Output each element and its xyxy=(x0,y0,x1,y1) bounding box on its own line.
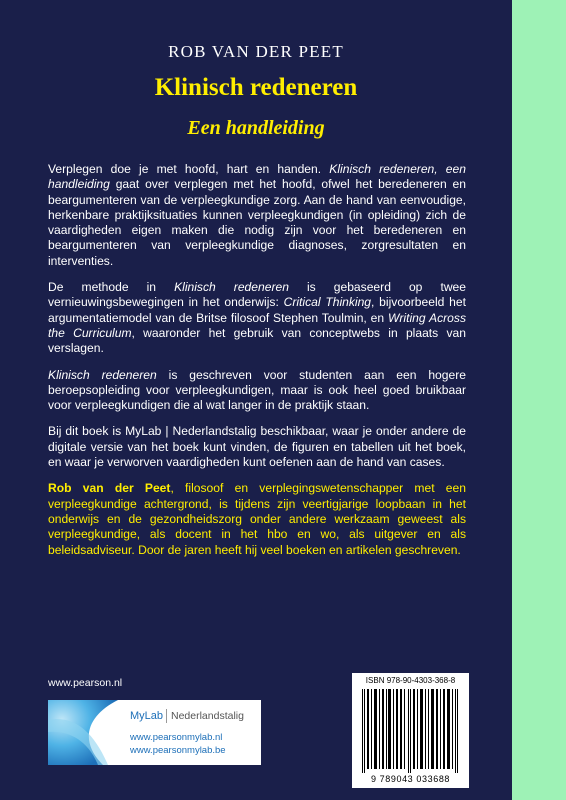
blurb-paragraph-4: Bij dit boek is MyLab | Nederlandstalig beschikbaar, waar je onder andere de digitale versie van het boek kunt vinden, de figuren en tabellen uit het boek, en waar je verworven vaardigheden kunt oefenen aan de hand van cases. xyxy=(48,424,466,470)
author-name: ROB VAN DER PEET xyxy=(168,42,344,61)
mylab-divider xyxy=(166,709,167,723)
mylab-logo-box xyxy=(48,700,261,765)
barcode-box xyxy=(352,673,469,788)
blurb xyxy=(48,162,466,569)
book-subtitle: Een handleiding xyxy=(187,117,325,139)
blurb-paragraph-2: De methode in Klinisch redeneren is gebaseerd op twee vernieuwingsbewegingen in het onderwijs: Critical Thinking, bijvoorbeeld het argumentatiemodel van de Britse filosoof Stephen Toulmin, en Writing Across the Curriculum, waaronder het gebruik van conceptwebs in plaats van verslagen. xyxy=(48,280,466,356)
author-bio: Rob van der Peet, filosoof en verplegingswetenschapper met een verpleegkundige achtergrond, is tijdens zijn veertigjarige loopbaan in het onderwijs en de gezondheidszorg onder andere werkzaam geweest als verpleegkundige, als docent in het hbo en wo, als uitgever en als beleidsadviseur. Door de jaren heeft hij veel boeken en artikelen geschreven. xyxy=(48,481,466,557)
mylab-url-nl[interactable]: www.pearsonmylab.nl xyxy=(130,732,223,743)
blurb-paragraph-3: Klinisch redeneren is geschreven voor studenten aan een hogere beroepsopleiding voor verpleegkundigen, maar is ook heel goed bruikbaar voor verpleegkundigen die al wat langer in de praktijk staan. xyxy=(48,367,466,413)
publisher-website[interactable]: www.pearson.nl xyxy=(48,677,123,689)
barcode-digits: 9 789043 033688 xyxy=(370,774,451,784)
isbn-label: ISBN 978-90-4303-368-8 xyxy=(365,676,456,685)
barcode-icon xyxy=(358,689,463,773)
mylab-language-label: Nederlandstalig xyxy=(171,710,244,722)
mylab-brand-label: MyLab xyxy=(130,710,164,722)
book-title: Klinisch redeneren xyxy=(154,74,358,101)
spine-edge xyxy=(512,0,566,800)
mylab-url-be[interactable]: www.pearsonmylab.be xyxy=(130,745,226,756)
blurb-paragraph-1: Verplegen doe je met hoofd, hart en handen. Klinisch redeneren, een handleiding gaat over verplegen met het hoofd, ofwel het beredeneren en beargumenteren van de verpleegkundige zorg. Aan de hand van eenvoudige, herkenbare praktijksituaties kunnen verpleegkundigen (in opleiding) zich de vaardigheden eigen maken die nodig zijn voor het beredeneren en beargumenteren van verpleegkundige diagnoses, zorgresultaten en interventies. xyxy=(48,162,466,268)
mylab-swoosh-icon xyxy=(48,700,128,765)
